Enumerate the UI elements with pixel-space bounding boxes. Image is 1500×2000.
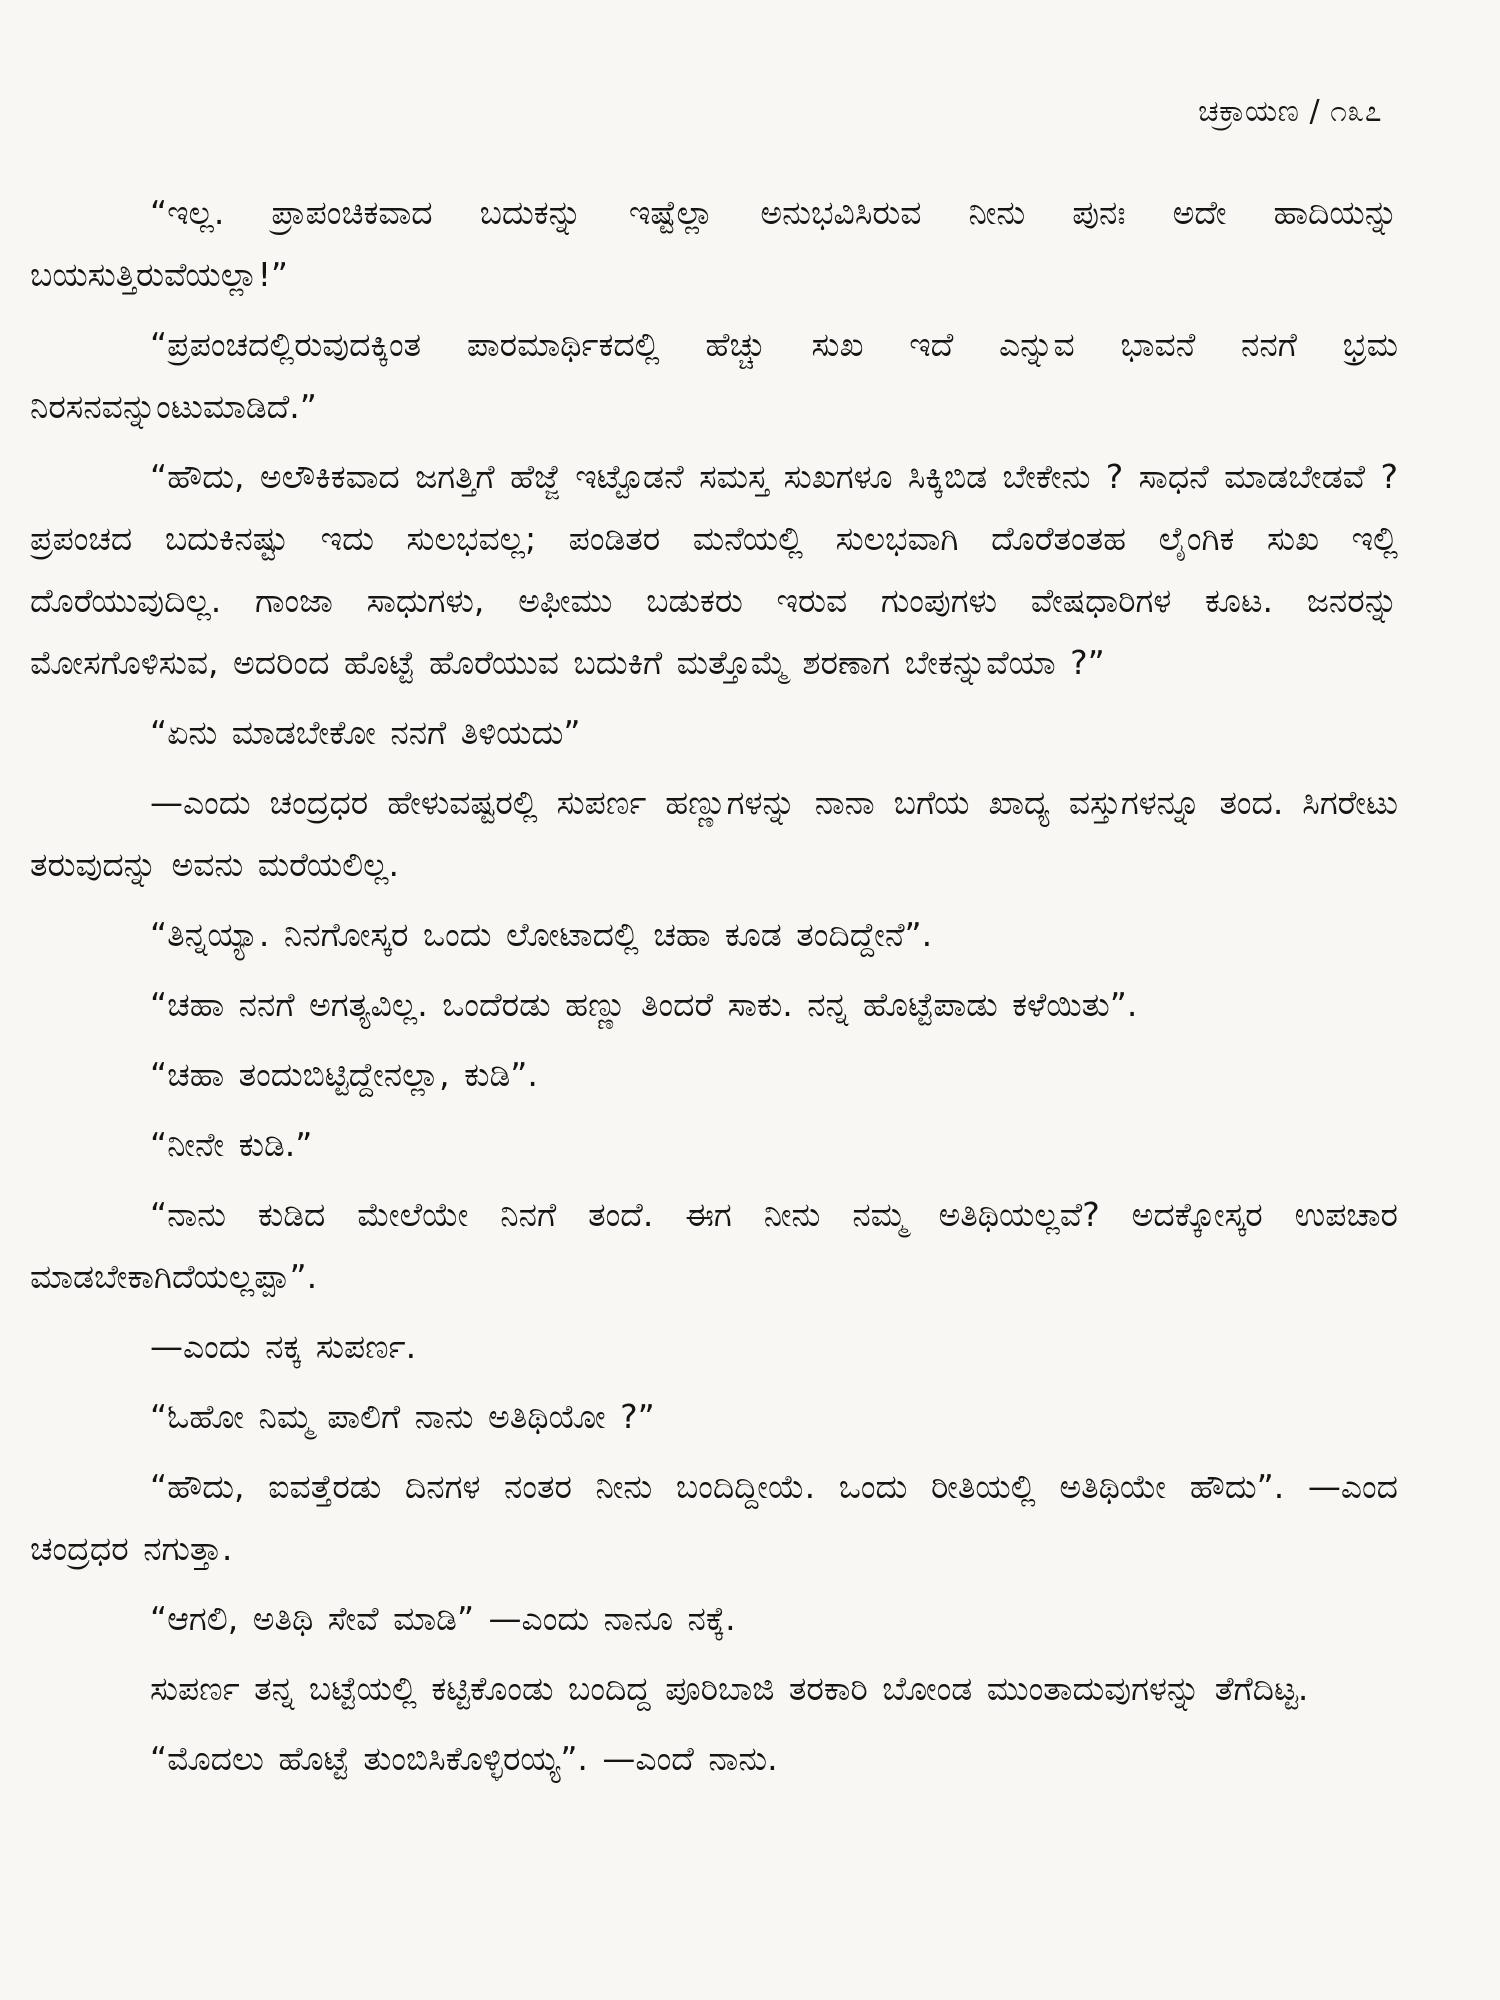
paragraph: “ತಿನ್ನಯ್ಯಾ. ನಿನಗೋಸ್ಕರ ಒಂದು ಲೋಟಾದಲ್ಲಿ ಚಹಾ ಕೂಡ ತಂದಿದ್ದೇನೆ”.: [150, 915, 933, 954]
paragraph: —ಎಂದು ಚಂದ್ರಧರ ಹೇಳುವಷ್ಟರಲ್ಲಿ ಸುಪರ್ಣ ಹಣ್ಣುಗಳನ್ನು ನಾನಾ ಬಗೆಯ ಖಾದ್ಯ ವಸ್ತುಗಳನ್ನೂ ತಂದ. ಸಿಗರೇಟು ತರುವುದನ್ನು ಅವನು ಮರೆಯಲಿಲ್ಲ.: [30, 783, 1398, 884]
paragraph: “ಮೊದಲು ಹೊಟ್ಟೆ ತುಂಬಿಸಿಕೊಳ್ಳಿರಯ್ಯ”. —ಎಂದೆ ನಾನು.: [150, 1739, 778, 1778]
paragraph: “ಹೌದು, ಅಲೌಕಿಕವಾದ ಜಗತ್ತಿಗೆ ಹೆಜ್ಜೆ ಇಟ್ಟೊಡನೆ ಸಮಸ್ತ ಸುಖಗಳೂ ಸಿಕ್ಕಿಬಿಡ ಬೇಕೇನು ? ಸಾಧನೆ ಮಾಡಬೇಡವೆ ? ಪ್ರಪಂಚದ ಬದುಕಿನಷ್ಟು ಇದು ಸುಲಭವಲ್ಲ; ಪಂಡಿತರ ಮನೆಯಲ್ಲಿ ಸುಲಭವಾಗಿ ದೊರೆತಂತಹ ಲೈಂಗಿಕ ಸುಖ ಇಲ್ಲಿ ದೊರೆಯುವುದಿಲ್ಲ. ಗಾಂಜಾ ಸಾಧುಗಳು, ಅಫೀಮು ಬಡುಕರು ಇರುವ ಗುಂಪುಗಳು ವೇಷಧಾರಿಗಳ ಕೂಟ. ಜನರನ್ನು ಮೋಸಗೊಳಿಸುವ, ಅದರಿಂದ ಹೊಟ್ಟೆ ಹೊರೆಯುವ ಬದುಕಿಗೆ ಮತ್ತೊಮ್ಮೆ ಶರಣಾಗ ಬೇಕನ್ನುವೆಯಾ ?”: [30, 457, 1398, 682]
running-header: ಚಕ್ರಾಯಣ / ೧೩೭: [1198, 94, 1382, 129]
paragraph: “ಪ್ರಪಂಚದಲ್ಲಿರುವುದಕ್ಕಿಂತ ಪಾರಮಾರ್ಥಿಕದಲ್ಲಿ ಹೆಚ್ಚು ಸುಖ ಇದೆ ಎನ್ನುವ ಭಾವನೆ ನನಗೆ ಭ್ರಮ ನಿರಸನವನ್ನುಂಟುಮಾಡಿದೆ.”: [30, 325, 1398, 426]
paragraph: “ಆಗಲಿ, ಅತಿಥಿ ಸೇವೆ ಮಾಡಿ” —ಎಂದು ನಾನೂ ನಕ್ಕೆ.: [150, 1599, 736, 1638]
paragraph: “ನಾನು ಕುಡಿದ ಮೇಲೆಯೇ ನಿನಗೆ ತಂದೆ. ಈಗ ನೀನು ನಮ್ಮ ಅತಿಥಿಯಲ್ಲವೆ? ಅದಕ್ಕೋಸ್ಕರ ಉಪಚಾರ ಮಾಡಬೇಕಾಗಿದೆಯಲ್ಲಪ್ಪಾ”.: [30, 1195, 1398, 1296]
paragraph: ಸುಪರ್ಣ ತನ್ನ ಬಟ್ಟೆಯಲ್ಲಿ ಕಟ್ಟಿಕೊಂಡು ಬಂದಿದ್ದ ಪೂರಿಬಾಜಿ ತರಕಾರಿ ಬೋಂಡ ಮುಂತಾದುವುಗಳನ್ನು ತೆಗೆದಿಟ್ಟ.: [150, 1669, 1309, 1708]
paragraph: —ಎಂದು ನಕ್ಕ ಸುಪರ್ಣ.: [150, 1327, 417, 1366]
paragraph: “ಹೌದು, ಐವತ್ತೆರಡು ದಿನಗಳ ನಂತರ ನೀನು ಬಂದಿದ್ದೀಯೆ. ಒಂದು ರೀತಿಯಲ್ಲಿ ಅತಿಥಿಯೇ ಹೌದು”. —ಎಂದ ಚಂದ್ರಧರ ನಗುತ್ತಾ.: [30, 1467, 1398, 1568]
paragraph: “ಏನು ಮಾಡಬೇಕೋ ನನಗೆ ತಿಳಿಯದು”: [150, 713, 581, 752]
paragraph: “ಚಹಾ ತಂದುಬಿಟ್ಟಿದ್ದೇನಲ್ಲಾ, ಕುಡಿ”.: [150, 1055, 538, 1094]
paragraph: “ಇಲ್ಲ. ಪ್ರಾಪಂಚಿಕವಾದ ಬದುಕನ್ನು ಇಷ್ಟೆಲ್ಲಾ ಅನುಭವಿಸಿರುವ ನೀನು ಪುನಃ ಅದೇ ಹಾದಿಯನ್ನು ಬಯಸುತ್ತಿರುವೆಯಲ್ಲಾ!”: [30, 193, 1398, 294]
paragraph: “ಓಹೋ ನಿಮ್ಮ ಪಾಲಿಗೆ ನಾನು ಅತಿಥಿಯೋ ?”: [150, 1397, 655, 1436]
paragraph: “ಚಹಾ ನನಗೆ ಅಗತ್ಯವಿಲ್ಲ. ಒಂದೆರಡು ಹಣ್ಣು ತಿಂದರೆ ಸಾಕು. ನನ್ನ ಹೊಟ್ಟೆಪಾಡು ಕಳೆಯಿತು”.: [150, 985, 1138, 1024]
page-body: [30, 182, 1398, 1798]
paragraph: “ನೀನೇ ಕುಡಿ.”: [150, 1125, 313, 1164]
